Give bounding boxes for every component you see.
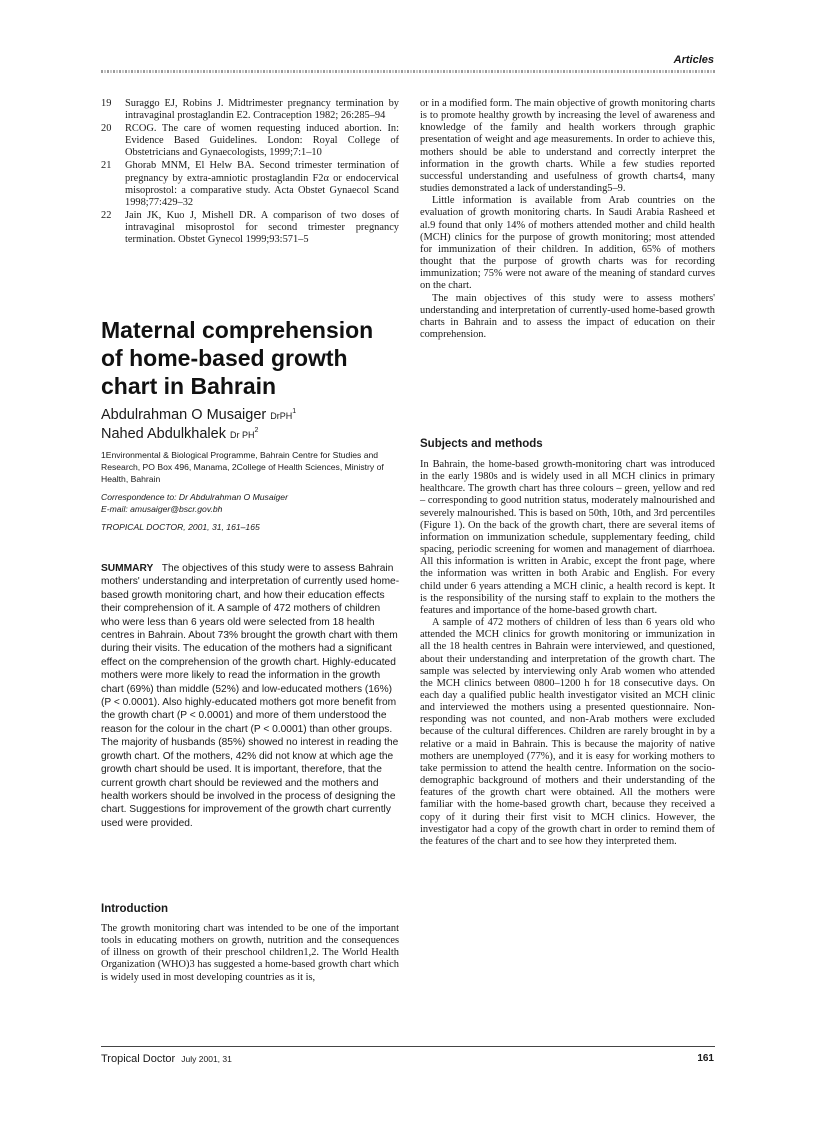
reference-number: 20 <box>101 123 112 135</box>
introduction-heading: Introduction <box>101 903 169 915</box>
header-divider <box>101 70 715 73</box>
footer-divider <box>101 1046 715 1047</box>
right-column <box>420 98 715 341</box>
author-affiliation-mark: 1 <box>292 408 297 416</box>
author-degree: DrPH <box>270 411 293 421</box>
summary-label: SUMMARY <box>101 563 154 574</box>
reference-number: 19 <box>101 98 112 109</box>
affiliation-block <box>101 449 401 539</box>
author-1 <box>101 406 401 425</box>
author-degree: Dr PH <box>230 430 255 440</box>
reference-text: Suraggo EJ, Robins J. Midtrimester pregnancy termination by intravaginal prostaglandin E2. Contraception 1982; 26:285–94 <box>125 98 399 122</box>
reference-text: Ghorab MNM, El Helw BA. Second trimester termination of pregnancy by extra-amniotic prostaglandin F2α or endocervical misoprostol: a comparative study. Acta Obstet Gynaecol Scand 1998;77:429–32 <box>125 160 399 208</box>
page-number: 161 <box>697 1053 714 1064</box>
author-name: Nahed Abdulkhalek <box>101 426 226 442</box>
reference-column <box>101 98 399 247</box>
email-line: E-mail: amusaiger@bscr.gov.bh <box>101 504 223 514</box>
reference-item <box>101 123 399 159</box>
author-block <box>101 406 401 444</box>
author-name: Abdulrahman O Musaiger <box>101 407 267 423</box>
reference-list <box>101 98 399 246</box>
reference-item <box>101 160 399 208</box>
paragraph: Little information is available from Arab countries on the evaluation of growth monitoring charts. In Saudi Arabia Rasheed et al.9 found that only 14% of mothers attended mother and child health (MCH) clinics for the purpose of growth monitoring; most attended for immunization of their children. In addition, 65% of mothers thought that the purpose of growth charts was for recording immunization; 75% were not aware of the meaning of standard curves on the chart. <box>420 195 715 292</box>
reference-item <box>101 210 399 246</box>
paragraph: A sample of 472 mothers of children of less than 6 years old who attended the MCH clinics for growth monitoring or immunization in all the 18 health centres in Bahrain were interviewed, and questioned, about their understanding and interpretation of the growth chart. The sample was selected by interviewing only Arab women who attended the MCH clinics between 0800–1200 h for 18 consecutive days. On each day a qualified public health investigator visited an MCH clinic and interviewed the mothers using a presented questionnaire. Non-responding was not counted, and non-Arab mothers were excluded because of the cultural differences. Children are rarely brought in by a relative or a maid in Bahrain. This is because the majority of native mothers are unemployed (77%), and it is easy for working mothers to take permission to attend the health centre. Information on the socio-demographic background of mothers and their understanding of the features of the growth chart were obtained. All the mothers were familiar with the home-based growth chart, because they received a copy of it during their first visit to MCH clinics. However, the investigator had a copy of the growth chart in order to remind them of the features of the chart and to see how they interpreted them. <box>420 617 715 847</box>
summary-text: The objectives of this study were to assess Bahrain mothers' understanding and interpretation of currently used home-based growth monitoring chart, and how their education effects their comprehension of it. A sample of 472 mothers of children who were less than 6 years old were selected from 18 health centres in Bahrain. About 73% brought the growth chart with them during their visits. The education of the mothers had a significant effect on the comprehension of the growth chart. Highly-educated mothers were more likely to read the information in the growth chart (69%) than middle (52%) and low-educated mothers (16%) (P < 0.0001). Also highly-educated mothers got more benefit from the growth chart (P < 0.0001) and more of them understood the reason for the colour in the chart (P < 0.0001) than other groups. The majority of husbands (85%) showed no interest in reading the growth chart. Of the mothers, 42% did not know at which age the growth chart should be used. It is important, therefore, that the current growth chart should be reviewed and the mothers and health workers should be involved in the process of designing the chart. Suggestions for improvement of the growth chart currently used were provided. <box>101 563 400 829</box>
citation-line: TROPICAL DOCTOR, 2001, 31, 161–165 <box>101 522 260 532</box>
paragraph: The main objectives of this study were to assess mothers' understanding and interpretation of currently-used home-based growth charts in Bahrain and to assess the impact of education on their comprehension. <box>420 292 715 340</box>
affiliation-text: 1Environmental & Biological Programme, Bahrain Centre for Studies and Research, PO Box 496, Manama, 2College of Health Sciences, Ministry of Health, Bahrain <box>101 450 384 484</box>
journal-name: Tropical Doctor <box>101 1053 176 1065</box>
journal-issue: July 2001, 31 <box>181 1054 232 1064</box>
reference-number: 21 <box>101 160 112 172</box>
paragraph: The growth monitoring chart was intended to be one of the important tools in educating mothers on growth, nutrition and the consequences of illness on growth of their preschool children1,2. The World Health Organization (WHO)3 has suggested a home-based growth chart which is widely used in most developing countries as it is, <box>101 923 399 983</box>
section-label: Articles <box>673 54 714 66</box>
reference-item <box>101 98 399 122</box>
footer-journal <box>101 1053 232 1065</box>
introduction-body <box>101 923 399 984</box>
paragraph: In Bahrain, the home-based growth-monitoring chart was introduced in the early 1980s and is widely used in all MCH clinics in primary healthcare. The growth chart has three colours – green, yellow and red – corresponding to good nutrition status, moderately malnourished and severely malnourished. This is based on 50th, 10th, and 3rd percentiles (Figure 1). On the back of the growth chart, there are several items of information on immunization schedule, supplementary feeding, child spacing, periodic screening for women and management of diarrhoea. All this information is written in Arabic, except the front page, where the information was written in both Arabic and English. For every child under 6 years attending a MCH clinic, a health record is kept. It is the responsibility of the nursing staff to explain to the mothers the features and importance of the home-based growth chart. <box>420 459 716 616</box>
methods-heading: Subjects and methods <box>420 438 543 450</box>
paragraph: or in a modified form. The main objective of growth monitoring charts is to promote healthy growth by increasing the level of awareness and knowledge of the family and health workers through graphic presentation of weight and age measurements. In order to achieve this, mothers should be able to understand and correctly interpret the information in the growth charts. While a few studies reported successful understanding and usefulness of growth charts4, many studies demonstrated a lack of understanding5–9. <box>420 98 715 195</box>
correspondence-line: Correspondence to: Dr Abdulrahman O Musaiger <box>101 492 288 502</box>
summary-block <box>101 562 401 830</box>
reference-text: RCOG. The care of women requesting induced abortion. In: Evidence Based Guidelines. London: Royal College of Obstetricians and Gynaecologists, 1999;7:1–10 <box>125 123 399 159</box>
reference-number: 22 <box>101 209 112 221</box>
author-affiliation-mark: 2 <box>254 427 259 435</box>
reference-text: Jain JK, Kuo J, Mishell DR. A comparison of two doses of intravaginal misoprostol for second trimester pregnancy termination. Obstet Gynecol 1999;93:571–5 <box>125 209 399 246</box>
article-title: Maternal comprehension of home-based growth chart in Bahrain <box>101 317 374 399</box>
author-2 <box>101 425 401 444</box>
methods-body <box>420 459 715 848</box>
